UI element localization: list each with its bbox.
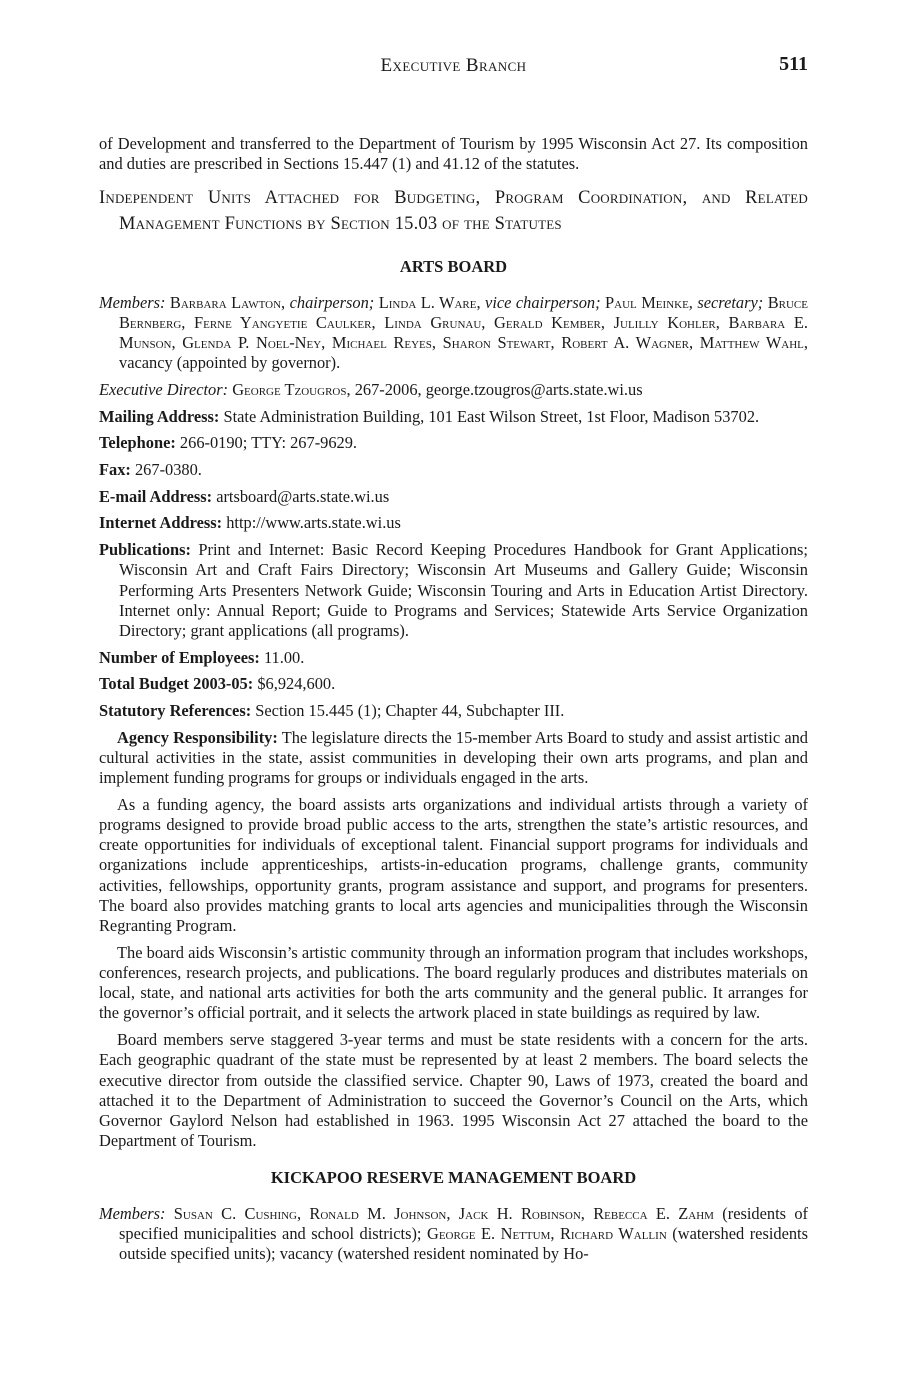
page-body	[99, 134, 808, 1271]
kickapoo-board-title: KICKAPOO RESERVE MANAGEMENT BOARD	[270, 1168, 637, 1188]
members-note: vacancy (appointed by governor).	[119, 353, 341, 373]
internet-address	[99, 513, 808, 533]
information-paragraph: The board aids Wisconsin’s artistic community through an information program that includes workshops, conferences, research projects, and publications. The board regularly produces and distributes materials on local, state, and national arts activities for both the arts community and the general public. It arranges for the governor’s official portrait, and it selects the artwork placed in state buildings as required by law.	[99, 942, 808, 1023]
fax-value: 267-0380.	[134, 460, 202, 480]
total-budget	[99, 674, 808, 694]
publications-value: Print and Internet: Basic Record Keeping Procedures Handbook for Grant Applications; Wisconsin Art and Craft Fairs Directory; Wisconsin Art Museums and Gallery Guide; Wisconsin Performing Arts Presenters Network Guide; Wisconsin Touring and Arts in Education Artist Directory. Internet only: Annual Report; Guide to Programs and Services; Statewide Arts Service Organization Directory; grant applications (all programs).	[119, 540, 808, 640]
member-role: vice chairperson;	[485, 292, 601, 312]
publications-label: Publications:	[99, 540, 191, 560]
publications	[99, 540, 808, 641]
email-label: E-mail Address:	[99, 486, 213, 506]
member-names-list: George E. Nettum, Richard Wallin	[427, 1223, 667, 1243]
funding-paragraph: As a funding agency, the board assists arts organizations and individual artists through a variety of programs designed to provide broad public access to the arts, strengthen the state’s artistic resources, and create opportunities for individuals of exceptional talent. Financial support programs for individuals and organizations include apprenticeships, artists-in-education programs, challenge grants, community activities, fellowships, opportunity grants, program assistance and support, and programs for presenters. The board also provides matching grants to local arts agencies and municipalities through the Wisconsin Regranting Program.	[99, 794, 808, 936]
member-names-list: Susan C. Cushing, Ronald M. Johnson, Jack H. Robinson, Rebecca E. Zahm	[173, 1203, 714, 1223]
budget-value: $6,924,600.	[257, 674, 336, 694]
number-of-employees	[99, 648, 808, 668]
agency-responsibility	[99, 728, 808, 789]
director-name: George Tzougros,	[232, 379, 351, 399]
telephone	[99, 433, 808, 453]
responsibility-label: Agency Responsibility:	[117, 727, 278, 747]
internet-value: http://www.arts.state.wi.us	[226, 513, 401, 533]
running-header	[99, 55, 808, 81]
email-value: artsboard@arts.state.wi.us	[216, 486, 390, 506]
internet-label: Internet Address:	[99, 513, 223, 533]
members-label: Members:	[99, 292, 166, 312]
membership-paragraph: Board members serve staggered 3-year terms and must be state residents with a concern for the arts. Each geographic quadrant of the state must be represented by at least 2 members. The board selects the executive director from outside the classified service. Chapter 90, Laws of 1973, created the board and attached it to the Department of Administration to succeed the Governor’s Council on the Arts, which Governor Gaylord Nelson had established in 1963. 1995 Wisconsin Act 27 attached the board to the Department of Tourism.	[99, 1030, 808, 1151]
email-address	[99, 487, 808, 507]
kickapoo-members	[99, 1204, 808, 1265]
intro-continuation: of Development and transferred to the Department of Tourism by 1995 Wisconsin Act 27. Its composition and duties are prescribed in Sections 15.447 (1) and 41.12 of the statutes.	[99, 134, 808, 174]
member-role: secretary;	[697, 292, 764, 312]
budget-label: Total Budget 2003-05:	[99, 674, 254, 694]
member-name: Linda L. Ware,	[378, 292, 481, 312]
director-contact: 267-2006, george.tzougros@arts.state.wi.us	[354, 379, 643, 399]
member-name: Barbara Lawton,	[169, 292, 286, 312]
members-note: (residents of specified municipalities and school districts);	[119, 1203, 808, 1243]
mailing-label: Mailing Address:	[99, 406, 220, 426]
employees-value: 11.00.	[263, 647, 305, 667]
running-title: Executive Branch	[380, 55, 527, 76]
mailing-address	[99, 407, 808, 427]
employees-label: Number of Employees:	[99, 647, 260, 667]
executive-director	[99, 380, 808, 400]
arts-board-title: ARTS BOARD	[399, 257, 508, 277]
mailing-value: State Administration Building, 101 East Wilson Street, 1st Floor, Madison 53702.	[223, 406, 760, 426]
page-number: 511	[779, 53, 808, 75]
telephone-label: Telephone:	[99, 433, 176, 453]
member-names-list: Bruce Bernberg, Ferne Yangyetie Caulker, Linda Grunau, Gerald Kember, Julilly Kohler, Barbara E. Munson, Glenda P. Noel-Ney, Michael Reyes, Sharon Stewart, Robert A. Wagner, Matthew Wahl,	[119, 292, 808, 353]
statutory-value: Section 15.445 (1); Chapter 44, Subchapter III.	[255, 701, 565, 721]
arts-board-members	[99, 293, 808, 374]
responsibility-value: The legislature directs the 15-member Arts Board to study and assist artistic and cultural activities in the state, assist communities in developing their own arts programs, and plan and implement funding programs for groups or individuals engaged in the arts.	[99, 727, 808, 788]
section-heading: Independent Units Attached for Budgeting, Program Coordination, and Related Management Functions by Section 15.03 of the Statutes	[99, 188, 808, 235]
telephone-value: 266-0190; TTY: 267-9629.	[179, 433, 358, 453]
director-label: Executive Director:	[99, 379, 229, 399]
statutory-references	[99, 701, 808, 721]
member-role: chairperson;	[289, 292, 375, 312]
statutory-label: Statutory References:	[99, 701, 252, 721]
fax	[99, 460, 808, 480]
member-name: Paul Meinke,	[605, 292, 693, 312]
members-label: Members:	[99, 1203, 166, 1223]
fax-label: Fax:	[99, 460, 131, 480]
members-note: (watershed residents outside specified units); vacancy (watershed resident nominated by Ho-	[119, 1223, 808, 1263]
